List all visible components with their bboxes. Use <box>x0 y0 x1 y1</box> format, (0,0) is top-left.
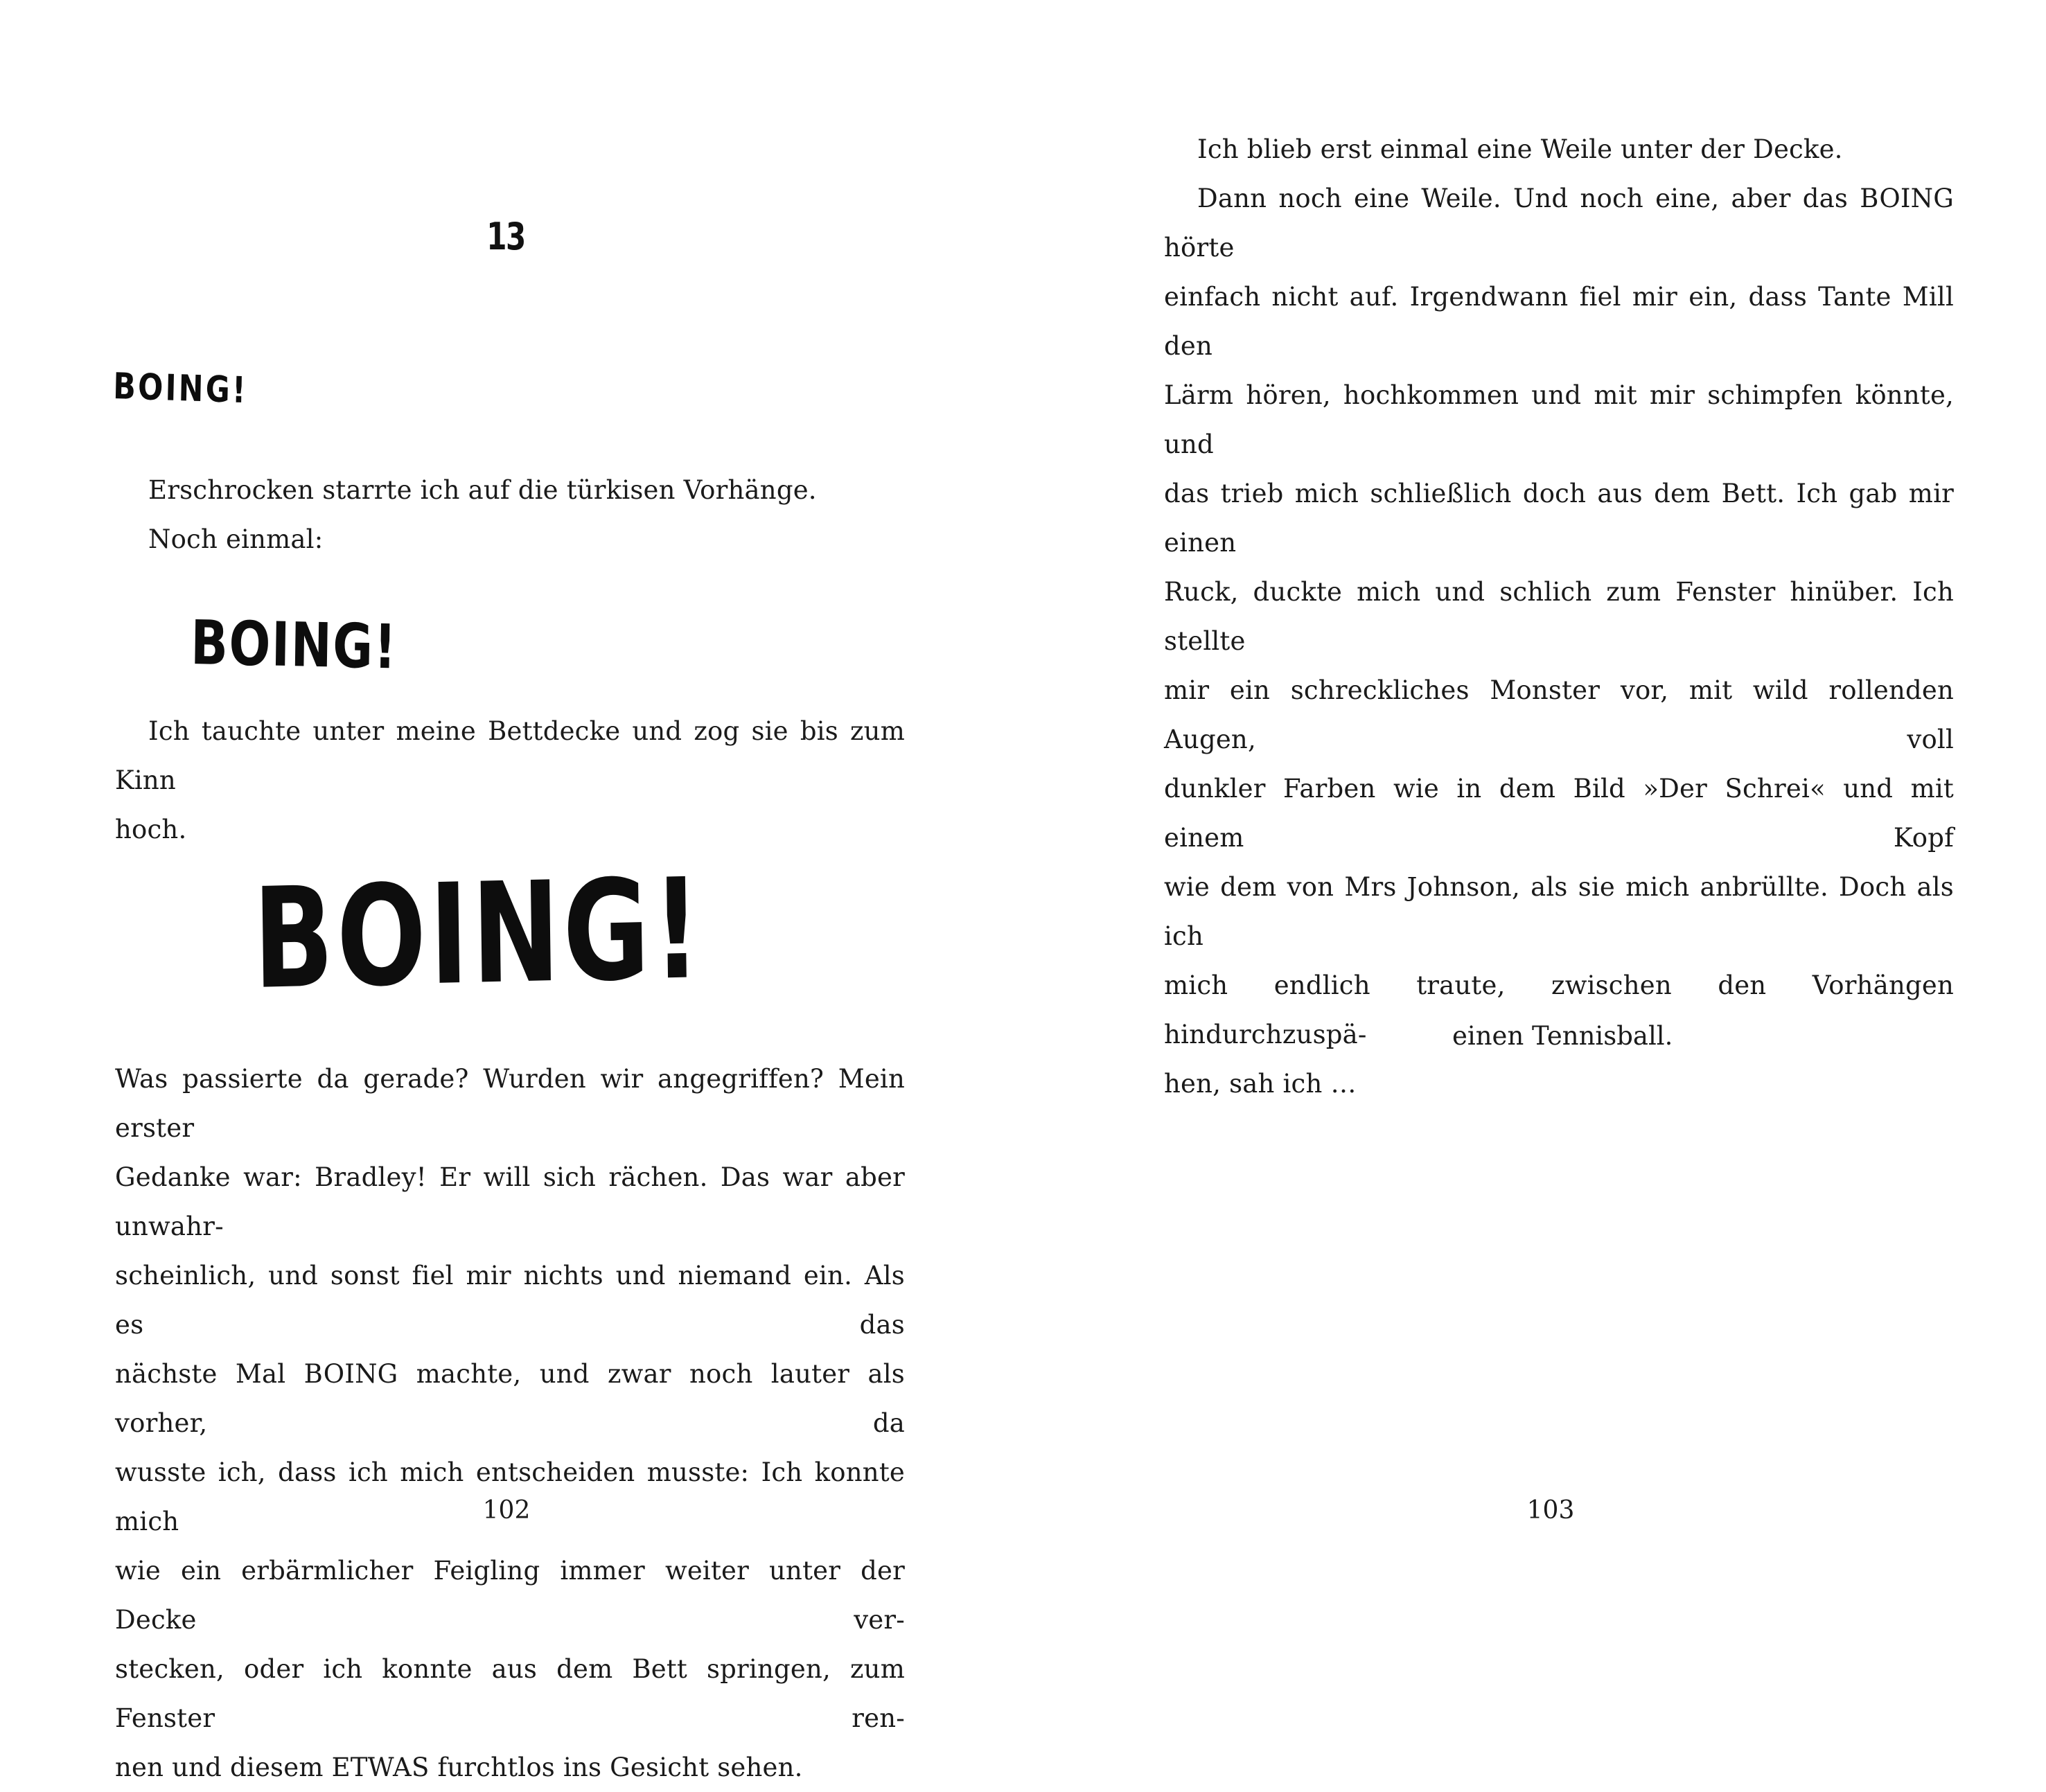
text-line: Gedanke war: Bradley! Er will sich rächen. Das war aber unwahr- <box>115 1162 905 1241</box>
boing-medium-illustration: BOING! <box>190 607 398 683</box>
text-line: mich endlich traute, zwischen den Vorhängen hindurchzuspä- <box>1164 970 1954 1049</box>
boing-large-illustration: BOING! <box>252 849 705 1020</box>
paragraph-under-blanket <box>1164 125 1954 1108</box>
text-line: mir ein schreckliches Monster vor, mit wild rollenden Augen, voll <box>1164 675 1954 754</box>
text-line: scheinlich, und sonst fiel mir nichts und niemand ein. Als es das <box>115 1261 905 1340</box>
text-line: Noch einmal: <box>148 524 324 554</box>
text-line: nächste Mal BOING machte, und zwar noch lauter als vorher, da <box>115 1359 905 1438</box>
paragraph-startled <box>115 465 905 564</box>
text-line: Ich tauchte unter meine Bettdecke und zog sie bis zum Kinn <box>115 716 905 795</box>
chapter-number: 13 <box>486 215 525 258</box>
page-number: 103 <box>1526 1496 1575 1525</box>
text-line: wie ein erbärmlicher Feigling immer weiter unter der Decke ver- <box>115 1556 905 1635</box>
text-line: Ich blieb erst einmal eine Weile unter der Decke. <box>1197 134 1843 164</box>
text-line: wie dem von Mrs Johnson, als sie mich anbrüllte. Doch als ich <box>1164 872 1954 951</box>
text-line: nen und diesem ETWAS furchtlos ins Gesicht sehen. <box>115 1753 803 1782</box>
paragraph-what-happened <box>115 1054 905 1792</box>
boing-small-illustration: BOING! <box>112 366 249 412</box>
text-line: das trieb mich schließlich doch aus dem Bett. Ich gab mir einen <box>1164 479 1954 558</box>
text-line: Erschrocken starrte ich auf die türkisen Vorhänge. <box>148 475 817 505</box>
text-line: Was passierte da gerade? Wurden wir angegriffen? Mein erster <box>115 1064 905 1143</box>
text-line: einfach nicht auf. Irgendwann fiel mir ein, dass Tante Mill den <box>1164 282 1954 361</box>
text-line: stecken, oder ich konnte aus dem Bett springen, zum Fenster ren- <box>115 1654 905 1733</box>
text-line: Lärm hören, hochkommen und mit mir schimpfen könnte, und <box>1164 380 1954 459</box>
tennis-ball-line: einen Tennisball. <box>1452 1021 1673 1051</box>
text-line: hen, sah ich … <box>1164 1069 1357 1099</box>
text-line: Ruck, duckte mich und schlich zum Fenster hinüber. Ich stellte <box>1164 577 1954 656</box>
text-line: hoch. <box>115 815 187 844</box>
paragraph-blanket <box>115 707 905 854</box>
page-number: 102 <box>482 1496 531 1525</box>
text-line: wusste ich, dass ich mich entscheiden musste: Ich konnte mich <box>115 1457 905 1536</box>
text-line: Dann noch eine Weile. Und noch eine, aber das BOING hörte <box>1164 184 1954 263</box>
left-page <box>0 0 1023 1782</box>
text-line: dunkler Farben wie in dem Bild »Der Schrei« und mit einem Kopf <box>1164 774 1954 853</box>
